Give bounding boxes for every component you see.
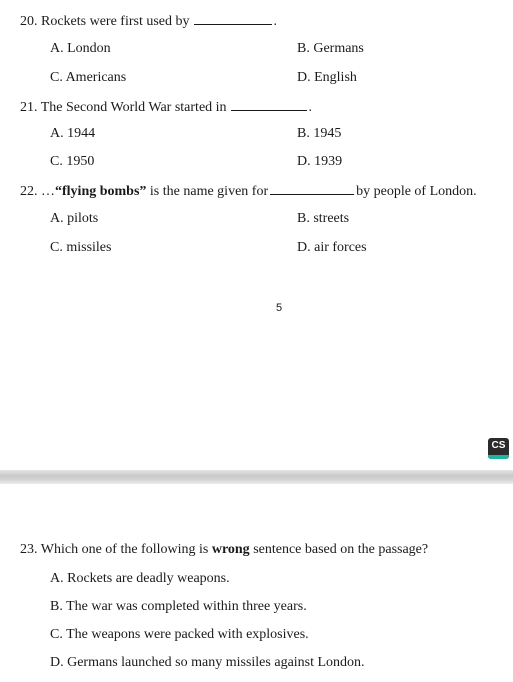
question-20 (20, 12, 277, 30)
option-21-d: D. 1939 (297, 154, 343, 169)
question-23-text-end: sentence based on the passage? (249, 542, 429, 557)
question-23-text-start: 23. Which one of the following is (20, 542, 212, 557)
answer-blank (194, 12, 272, 25)
logo-text: CS (491, 440, 506, 451)
option-22-a: A. pilots (50, 211, 99, 226)
question-23-bold-word: wrong (211, 542, 250, 557)
question-21 (20, 98, 312, 116)
option-23-a: A. Rockets are deadly weapons. (50, 571, 230, 586)
question-23 (20, 542, 428, 558)
question-21-end: . (308, 100, 313, 115)
option-20-d: D. English (297, 70, 357, 85)
question-20-text: 20. Rockets were first used by (20, 14, 190, 29)
option-21-c: C. 1950 (50, 154, 95, 169)
question-22-middle: is the name given for (146, 184, 269, 199)
option-20-b: B. Germans (297, 41, 364, 56)
option-20-a: A. London (50, 41, 111, 56)
option-22-d: D. air forces (297, 240, 367, 255)
page-number: 5 (276, 302, 283, 314)
option-23-d: D. Germans launched so many missiles against London. (50, 655, 365, 670)
question-22-bold-term: “flying bombs” (55, 184, 147, 199)
option-21-b: B. 1945 (297, 126, 342, 141)
question-22-end: by people of London. (356, 184, 477, 199)
logo-accent-bar (488, 455, 509, 459)
option-22-b: B. streets (297, 211, 350, 226)
question-22-prefix: 22. … (20, 184, 55, 199)
option-20-c: C. Americans (50, 70, 127, 85)
answer-blank (231, 98, 307, 111)
option-23-b: B. The war was completed within three years. (50, 599, 307, 614)
camscanner-logo (488, 438, 509, 459)
answer-blank (270, 182, 354, 195)
question-20-end: . (273, 14, 278, 29)
exam-page-bottom (0, 484, 513, 682)
question-21-text: 21. The Second World War started in (20, 100, 227, 115)
page-separator (0, 470, 513, 484)
option-23-c: C. The weapons were packed with explosives. (50, 627, 309, 642)
question-22 (20, 182, 477, 200)
option-22-c: C. missiles (50, 240, 112, 255)
option-21-a: A. 1944 (50, 126, 96, 141)
